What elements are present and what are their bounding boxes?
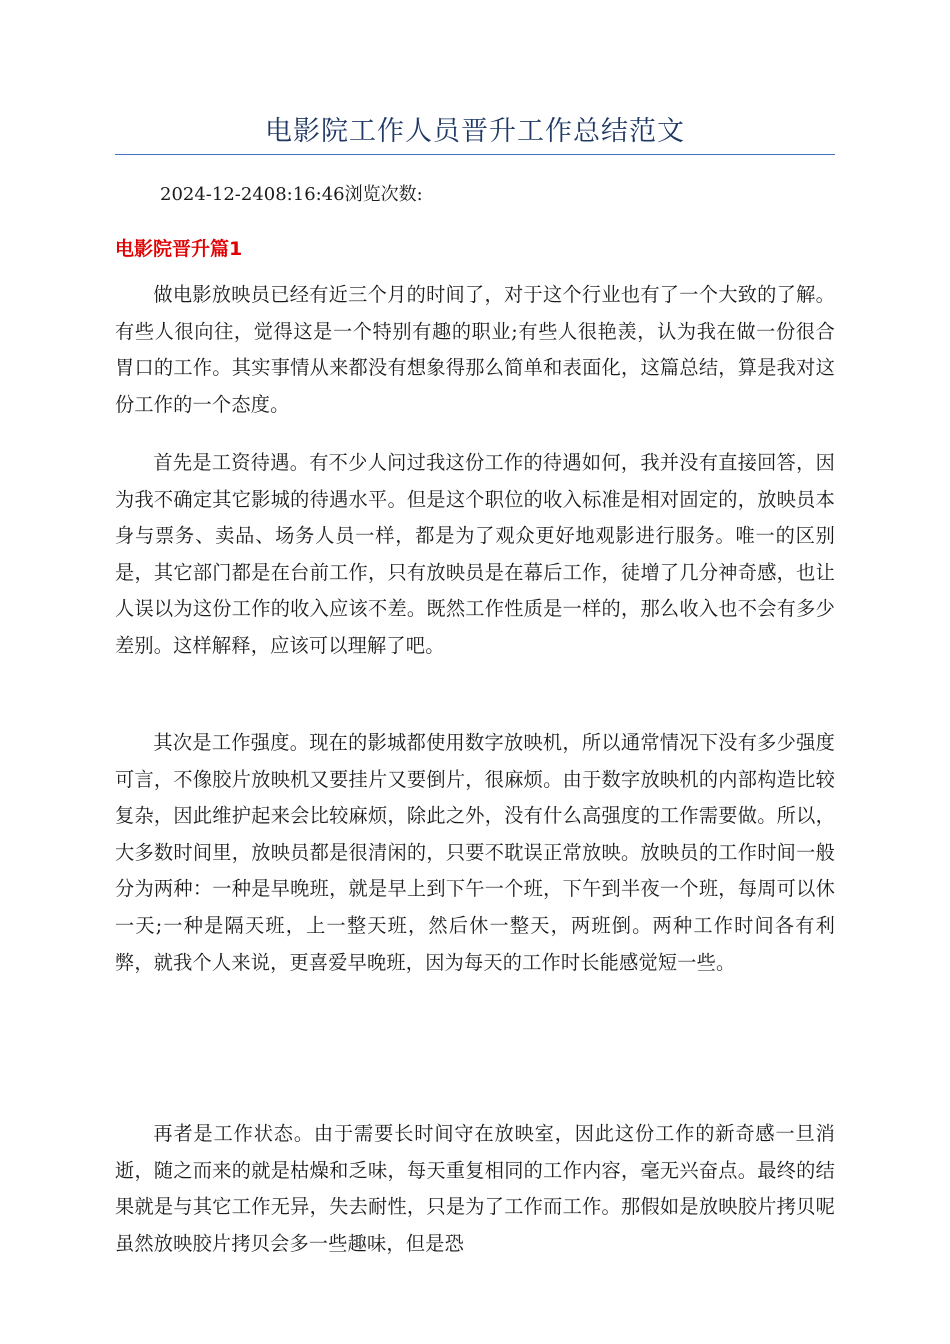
paragraph-text: 再者是工作状态。由于需要长时间守在放映室，因此这份工作的新奇感一旦消逝，随之而来的就是枯燥和乏味，每天重复相同的工作内容，毫无兴奋点。最终的结果就是与其它工作无异，失去耐性，只是为了工作而工作。那假如是放映胶片拷贝呢虽然放映胶片拷贝会多一些趣味，但是恐 — [115, 1122, 835, 1255]
paragraph-text: 其次是工作强度。现在的影城都使用数字放映机，所以通常情况下没有多少强度可言，不像胶片放映机又要挂片又要倒片，很麻烦。由于数字放映机的内部构造比较复杂，因此维护起来会比较麻烦，除此之外，没有什么高强度的工作需要做。所以，大多数时间里，放映员都是很清闲的，只要不耽误正常放映。放映员的工作时间一般分为两种：一种是早晚班，就是早上到下午一个班，下午到半夜一个班，每周可以休一天;一种是隔天班，上一整天班，然后休一整天，两班倒。两种工作时间各有利弊，就我个人来说，更喜爱早晚班，因为每天的工作时长能感觉短一些。 — [115, 731, 835, 974]
paragraph-2 — [115, 445, 835, 665]
paragraph-3 — [115, 725, 835, 981]
document-title: 电影院工作人员晋升工作总结范文 — [265, 116, 685, 147]
publish-meta: 2024-12-2408:16:46浏览次数: — [160, 184, 423, 205]
paragraph-4 — [115, 1116, 835, 1262]
paragraph-text: 首先是工资待遇。有不少人问过我这份工作的待遇如何，我并没有直接回答，因为我不确定其它影城的待遇水平。但是这个职位的收入标准是相对固定的，放映员本身与票务、卖品、场务人员一样，都是为了观众更好地观影进行服务。唯一的区别是，其它部门都是在台前工作，只有放映员是在幕后工作，徒增了几分神奇感，也让人误以为这份工作的收入应该不差。既然工作性质是一样的，那么收入也不会有多少差别。这样解释，应该可以理解了吧。 — [115, 451, 835, 657]
paragraph-text: 做电影放映员已经有近三个月的时间了，对于这个行业也有了一个大致的了解。有些人很向往，觉得这是一个特别有趣的职业;有些人很艳羡，认为我在做一份很合胃口的工作。其实事情从来都没有想象得那么简单和表面化，这篇总结，算是我对这份工作的一个态度。 — [115, 283, 835, 416]
section-heading: 电影院晋升篇1 — [115, 238, 243, 260]
paragraph-1 — [115, 277, 835, 423]
title-divider — [115, 154, 835, 155]
